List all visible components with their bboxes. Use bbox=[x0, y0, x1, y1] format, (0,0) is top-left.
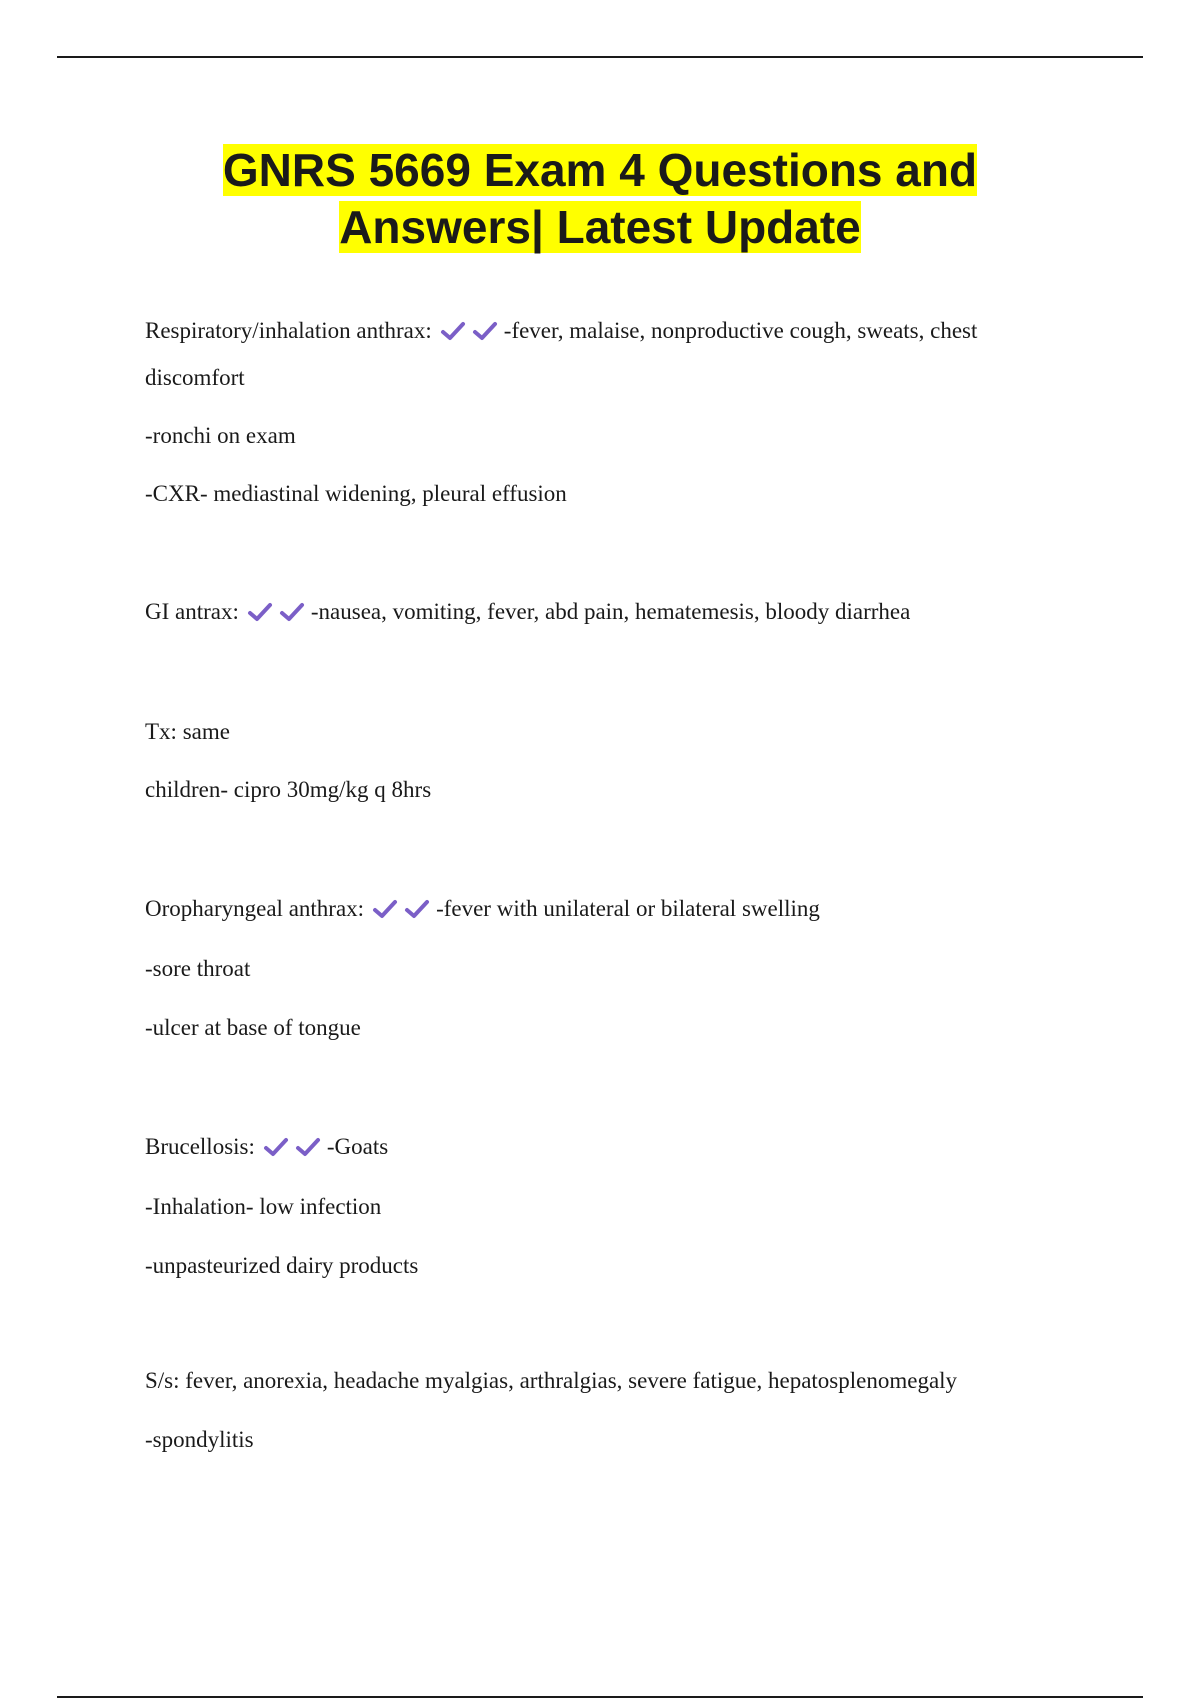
answer-line: -spondylitis bbox=[145, 1427, 254, 1452]
answer-line: -Inhalation- low infection bbox=[145, 1194, 382, 1219]
answer: -nausea, vomiting, fever, abd pain, hematemesis, bloody diarrhea bbox=[310, 599, 911, 624]
check-icon bbox=[472, 320, 498, 342]
answer-line: children- cipro 30mg/kg q 8hrs bbox=[145, 777, 432, 802]
entry-gi-anthrax bbox=[145, 598, 910, 626]
check-icon bbox=[247, 601, 273, 623]
title-line-1: GNRS 5669 Exam 4 Questions and bbox=[222, 144, 978, 196]
check-icon bbox=[295, 1136, 321, 1158]
answer-line: -ulcer at base of tongue bbox=[145, 1015, 361, 1040]
term: Respiratory/inhalation anthrax: bbox=[145, 318, 432, 343]
top-rule bbox=[57, 56, 1143, 58]
entry-respiratory-anthrax bbox=[145, 317, 977, 345]
answer-continuation: discomfort bbox=[145, 365, 245, 390]
entry-brucellosis bbox=[145, 1133, 388, 1161]
check-icon bbox=[372, 898, 398, 920]
answer: -fever with unilateral or bilateral swelling bbox=[436, 896, 820, 921]
page-title bbox=[0, 142, 1200, 256]
bottom-rule bbox=[57, 1696, 1143, 1698]
check-icon bbox=[263, 1136, 289, 1158]
term: Oropharyngeal anthrax: bbox=[145, 896, 365, 921]
answer-line: S/s: fever, anorexia, headache myalgias, arthralgias, severe fatigue, hepatosplenomegaly bbox=[145, 1368, 958, 1393]
answer: -fever, malaise, nonproductive cough, sweats, chest bbox=[503, 318, 978, 343]
answer: -Goats bbox=[326, 1134, 389, 1159]
check-icon bbox=[279, 601, 305, 623]
answer-line: -unpasteurized dairy products bbox=[145, 1253, 419, 1278]
answer-line: -ronchi on exam bbox=[145, 423, 296, 448]
term: Brucellosis: bbox=[145, 1134, 255, 1159]
answer-line: Tx: same bbox=[145, 719, 230, 744]
title-line-2: Answers| Latest Update bbox=[339, 201, 861, 253]
answer-line: -sore throat bbox=[145, 956, 251, 981]
check-icon bbox=[440, 320, 466, 342]
check-icon bbox=[404, 898, 430, 920]
term: GI antrax: bbox=[145, 599, 239, 624]
entry-oropharyngeal-anthrax bbox=[145, 895, 820, 923]
answer-line: -CXR- mediastinal widening, pleural effusion bbox=[145, 481, 567, 506]
